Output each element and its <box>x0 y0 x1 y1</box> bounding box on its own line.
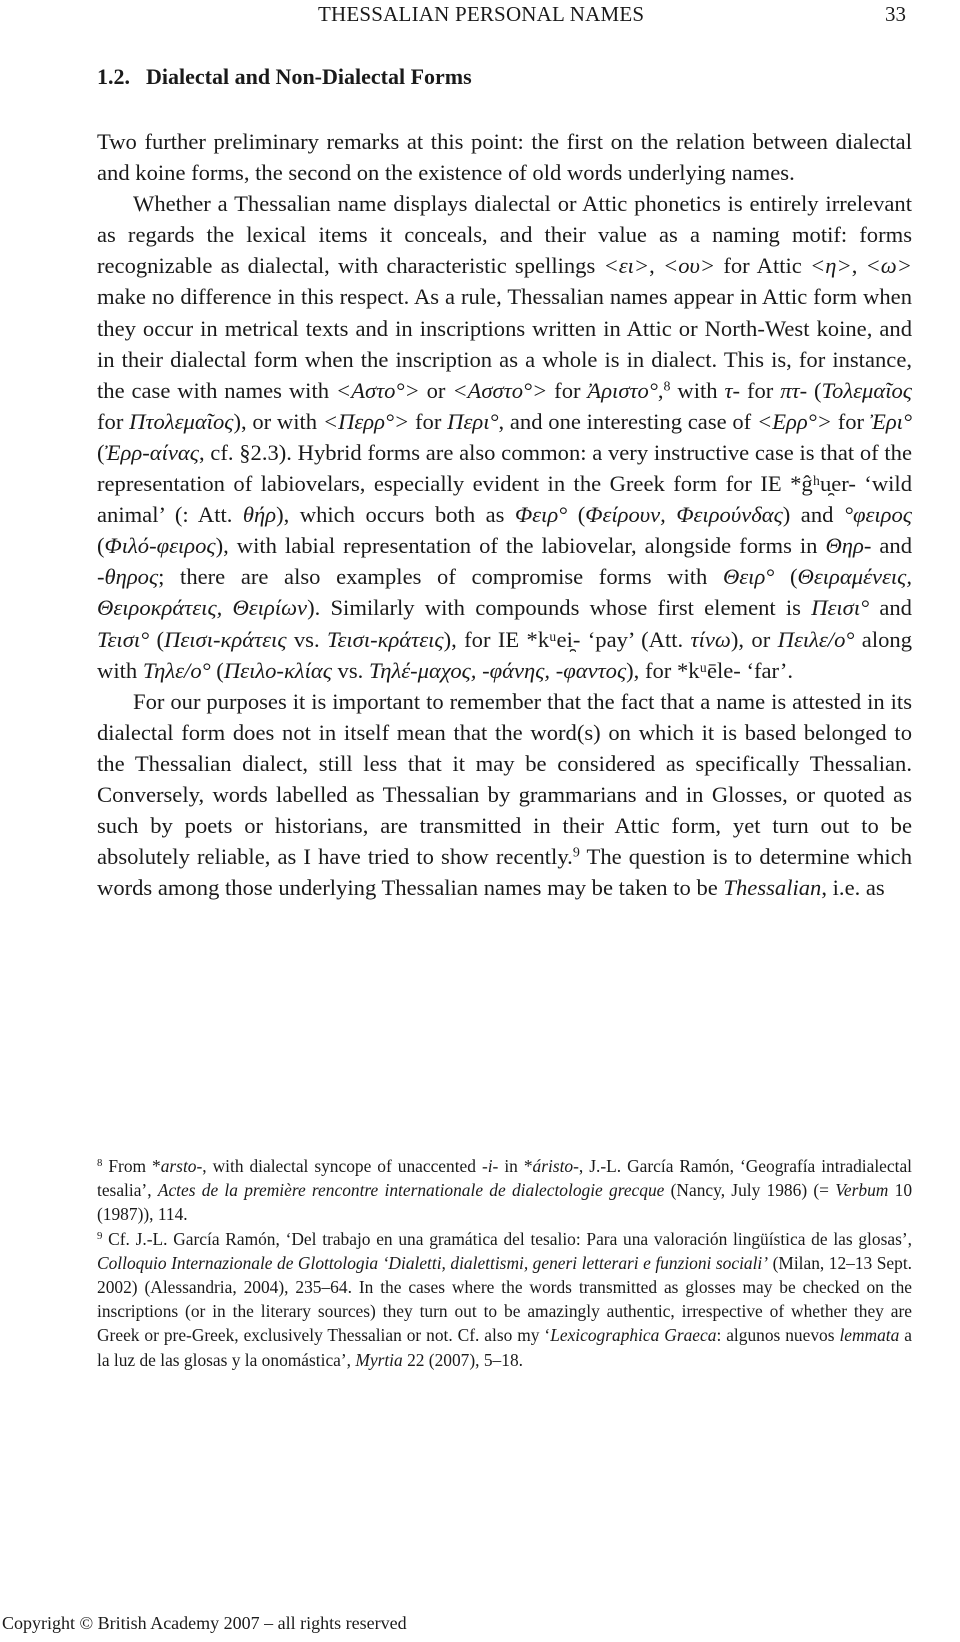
text-run: ), or with <box>233 408 323 434</box>
greek-form: <η> <box>810 253 852 279</box>
footnote-number: 9 <box>97 1229 103 1242</box>
paragraph-text: Two further preliminary remarks at this point: the first on the relation between dialectal and koine forms, the second on the existence of old words underlying names. <box>97 129 912 186</box>
text-run: for <box>831 408 870 434</box>
text-run: ( <box>807 377 822 403</box>
greek-form: <ω> <box>865 253 912 279</box>
greek-form: Πεισι-κράτεις <box>164 626 287 652</box>
page-number: 33 <box>885 2 906 26</box>
greek-form: Πτολεμαῖος <box>129 408 234 434</box>
text-run: , and one interesting case of <box>498 408 757 434</box>
italic-run: arsto- <box>160 1156 203 1176</box>
greek-form: Περι° <box>447 408 499 434</box>
text-run: vs. <box>286 626 327 652</box>
body-text <box>97 126 912 903</box>
text-run: or <box>419 377 453 403</box>
italic-run: Verbum <box>835 1180 889 1201</box>
greek-form: <Ερρ°> <box>756 408 832 434</box>
text-run: Cf. J.-L. García Ramón, ‘Del trabajo en una gramática del tesalio: Para una valoración lingüística de las glosas’, <box>108 1228 912 1249</box>
greek-form: Φιλό-φειρος <box>104 533 216 559</box>
paragraph-intro <box>97 126 912 188</box>
greek-form: <ει> <box>603 253 650 279</box>
greek-form: <Ασστο°> <box>452 377 548 403</box>
text-run: : algunos nuevos <box>716 1325 840 1346</box>
italic-run: áristo- <box>532 1156 579 1176</box>
text-run: and <box>869 595 912 621</box>
text-run: ) and <box>782 502 844 528</box>
text-run: , with dialectal syncope of unaccented <box>202 1156 482 1176</box>
text-run: ), which occurs both as <box>276 502 515 528</box>
greek-form: Τεισι° <box>97 626 150 652</box>
greek-form: Τεισι-κράτεις <box>326 626 444 652</box>
footnote-ref-9[interactable]: 9 <box>572 845 580 861</box>
text-run: From * <box>108 1156 161 1176</box>
text-run: , J.-L. García Ramón, ‘Geografía intradialectal tesalia’, <box>97 1156 912 1201</box>
text-run: for <box>97 408 130 434</box>
copyright-notice: Copyright © British Academy 2007 – all rights reserved <box>2 1613 407 1633</box>
text-run: ), or <box>730 626 778 652</box>
text-run: , cf. §2.3). Hybrid forms are also common: a very instructive case is that of the representation of labiovelars, especially evident in the Greek form for IE *ĝʰu̯er- ‘wild animal’ (: Att. <box>97 439 912 528</box>
text-run: with <box>670 377 725 403</box>
greek-form: Θηρ- <box>825 533 872 559</box>
text-run: vs. <box>331 657 369 683</box>
text-run: for <box>409 408 448 434</box>
text-run: ( <box>149 626 165 652</box>
italic-run: Colloquio Internazionale de Glottologia ‘Dialetti, dialettismi, generi letterari e funzioni sociali’ <box>97 1252 769 1273</box>
text-run: ). Similarly with compounds whose first element is <box>307 595 812 621</box>
text-run: and <box>871 533 912 559</box>
text-run: for <box>740 377 781 403</box>
footnote-8 <box>97 1154 912 1227</box>
text-run: 10 (1987)), 114. <box>97 1180 913 1225</box>
running-head: THESSALIAN PERSONAL NAMES <box>318 2 645 26</box>
greek-form: Τηλέ-μαχος, -φάνης, -φαντος <box>368 657 627 683</box>
greek-form: Θειραμένεις, Θειροκράτεις, Θειρίων <box>97 564 912 621</box>
footnote-number: 8 <box>97 1157 103 1170</box>
paragraph-dialectal <box>97 188 912 686</box>
greek-form: Τηλε/ο° <box>142 657 211 683</box>
text-run: ( <box>210 657 224 683</box>
greek-form: Ἐρρ-αίνας <box>104 439 199 465</box>
greek-form: -θηρος <box>97 564 159 590</box>
text-run: (Milan, 12–13 Sept. 2002) (Alessandria, 2004), 235–64. In the cases where the words transmitted as glosses may be checked on the inscriptions (or in the literary sources) they turn out to be amazingly authentic, irrespective of whether they are Greek or pre-Greek, exclusively Thessalian or not. Cf. also my ‘ <box>97 1252 912 1346</box>
greek-form: τίνω <box>690 626 731 652</box>
italic-run: Lexicographica Graeca <box>550 1325 717 1346</box>
text-run: for <box>547 377 588 403</box>
italic-run: Actes de la première rencontre internationale de dialectologie grecque <box>157 1180 665 1201</box>
section-title: Dialectal and Non-Dialectal Forms <box>146 64 472 89</box>
italic-run: -i- <box>481 1156 499 1176</box>
greek-form: πτ- <box>780 377 808 403</box>
greek-form: τ- <box>724 377 741 403</box>
greek-form: Θειρ° <box>722 564 775 590</box>
greek-form: Φείρουν, Φειρούνδας <box>585 502 783 528</box>
text-run: ( <box>97 533 105 559</box>
italic-run: lemmata <box>839 1325 900 1346</box>
section-heading <box>97 64 472 90</box>
greek-form: Τολεμαῖος <box>821 377 912 403</box>
text-run: a la luz de las glosas y la onomástica’, <box>97 1325 912 1370</box>
text-run: , <box>851 253 866 279</box>
text-run: ( <box>567 502 586 528</box>
greek-form: Πεισι° <box>811 595 870 621</box>
text-run: (Nancy, July 1986) (= <box>664 1180 836 1201</box>
text-run: , i.e. as <box>821 875 885 901</box>
text-run: ( <box>774 564 798 590</box>
italic-run: Myrtia <box>355 1349 403 1370</box>
text-run: The question is to determine which words among those underlying Thessalian names may be taken to be <box>97 844 912 901</box>
text-run: ), for IE *kᵘei̯- ‘pay’ (Att. <box>443 626 691 652</box>
paragraph-purposes <box>97 686 912 904</box>
text-run: , <box>649 253 663 279</box>
text-run: For our purposes it is important to remember that the fact that a name is attested in its dialectal form does not in itself mean that the word(s) on which it is based belonged to the Thessalian dialect, still less that it may be considered as specifically Thessalian. Conversely, words labelled as Thessalian by grammarians and in Glosses, or quoted as such by poets or historians, are transmitted in their Attic form, yet turn out to be absolutely reliable, as I have tried to show recently. <box>97 688 912 870</box>
emphasis: Thessalian <box>723 875 822 901</box>
greek-form: <Περρ°> <box>322 408 410 434</box>
greek-form: Ἐρι° <box>869 408 912 434</box>
footnote-ref-8[interactable]: 8 <box>663 379 671 395</box>
text-run: , <box>657 377 664 403</box>
text-run: 22 (2007), 5–18. <box>402 1349 523 1370</box>
greek-form: Φειρ° <box>514 502 568 528</box>
footnote-9 <box>97 1227 912 1372</box>
greek-form: <Αστο°> <box>335 377 420 403</box>
text-run: ; there are also examples of compromise forms with <box>158 564 723 590</box>
text-run: ( <box>97 439 105 465</box>
text-run: make no difference in this respect. As a rule, Thessalian names appear in Attic form when they occur in metrical texts and in inscriptions written in Attic or North-West koine, and in their dialectal form when the inscription as a whole is in dialect. This is, for instance, the case with names with <box>97 284 912 403</box>
greek-form: Πειλε/ο° <box>777 626 855 652</box>
greek-form: θήρ <box>242 502 277 528</box>
text-run: ), with labial representation of the labiovelar, alongside forms in <box>215 533 826 559</box>
text-run: for Attic <box>715 253 810 279</box>
greek-form: <ου> <box>662 253 716 279</box>
text-run: along with <box>97 626 912 683</box>
greek-form: Ἀριστο° <box>587 377 658 403</box>
text-run: Whether a Thessalian name displays dialectal or Attic phonetics is entirely irrelevant as regards the lexical items it conceals, and their value as a naming motif: forms recognizable as dialectal, with characteristic spellings <box>97 191 912 279</box>
footnotes <box>97 1154 912 1372</box>
greek-form: °φειρος <box>843 502 912 528</box>
text-run: ), for *kᵘēle- ‘far’. <box>626 657 794 683</box>
section-number: 1.2. <box>97 64 130 89</box>
text-run: in * <box>498 1156 533 1176</box>
greek-form: Πειλο-κλίας <box>223 657 332 683</box>
